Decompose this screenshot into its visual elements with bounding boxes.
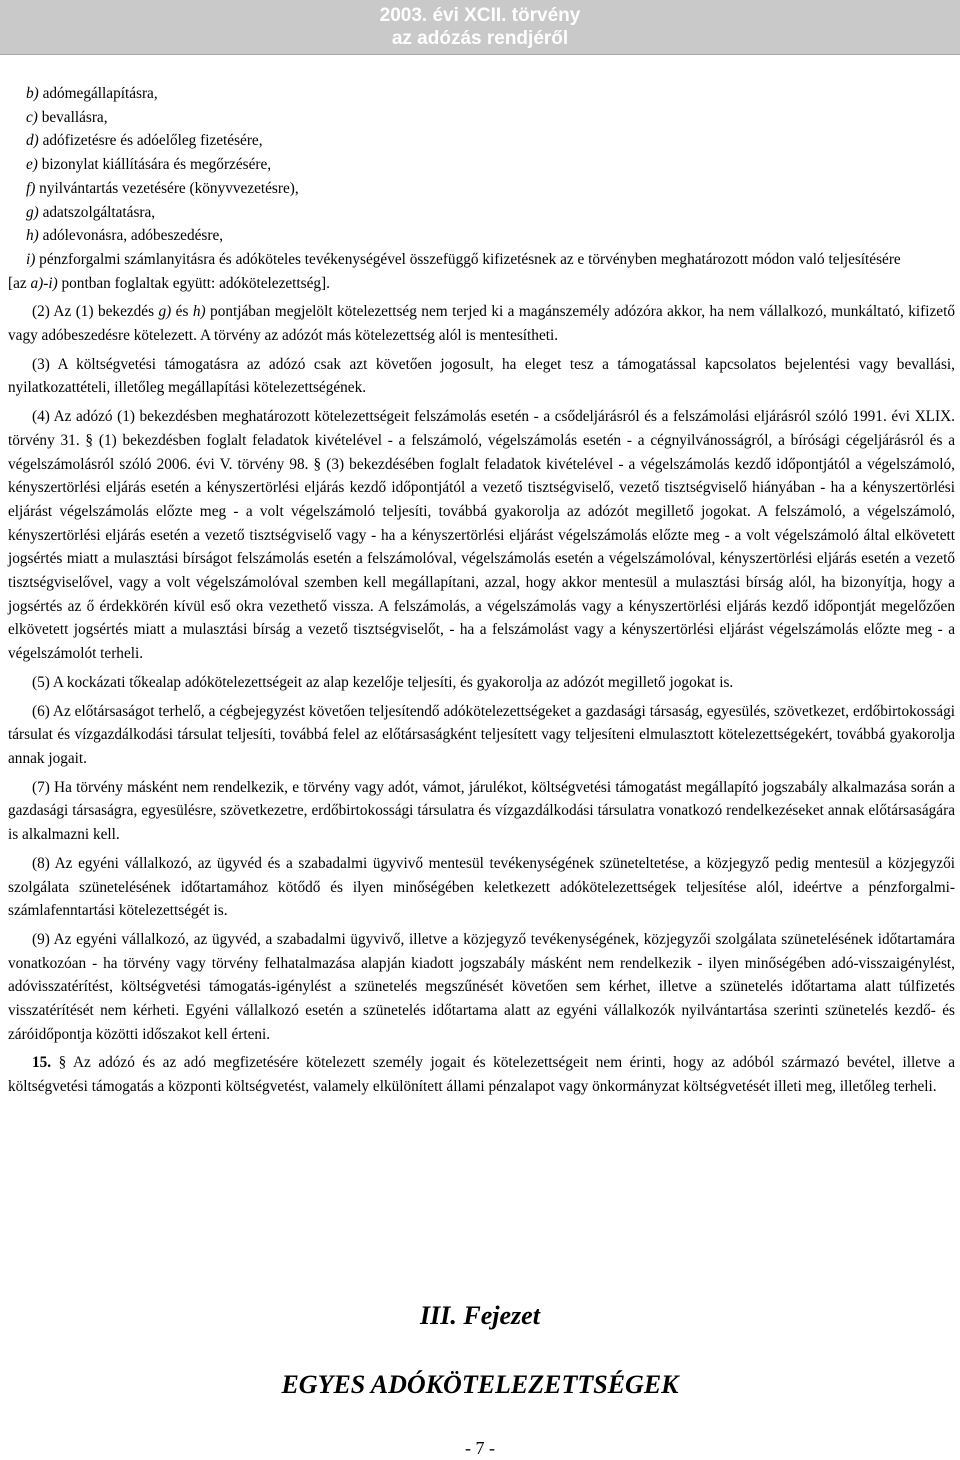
page-header	[0, 0, 960, 55]
list-item	[8, 82, 955, 106]
law-subtitle: az adózás rendjéről	[391, 28, 569, 49]
list-item	[8, 106, 955, 130]
list-item-label: g)	[26, 203, 39, 221]
list-item-text: adómegállapításra,	[38, 85, 158, 102]
list-item-label: d)	[26, 132, 39, 150]
list-closing: [az a)-i) pontban foglaltak együtt: adókötelezettség].	[8, 274, 330, 292]
paragraph-5: (5) A kockázati tőkealap adókötelezettségeit az alap kezelője teljesíti, és gyakorolja az adózót megillető jogokat is.	[32, 673, 734, 691]
list-item-text: adólevonásra, adóbeszedésre,	[38, 227, 224, 245]
list-item	[8, 177, 955, 201]
paragraph-6: (6) Az előtársaságot terhelő, a cégbejegyzést követően teljesítendő adókötelezettségeket a gazdasági társaság, egyesülés, szövetkezet, erdőbirtokossági társulat és vízgazdálkodási társulat teljesíti, továbbá felel az előtársaságként teljesített vagy teljesíteni elmulasztott kötelezettségekért, továbbá gyakorolja annak jogait.	[8, 702, 955, 767]
paragraph-2: (2) Az (1) bekezdés g) és h) pontjában megjelölt kötelezettség nem terjed ki a magánszemély adózóra akkor, ha nem vállalkozó, munkáltató, kifizető vagy adóbeszedésre kötelezett. A törvény az adózót más kötelezettség alól is mentesítheti.	[8, 303, 955, 345]
list-item	[8, 153, 955, 177]
section-15	[8, 1051, 955, 1098]
list-item	[8, 248, 955, 272]
section-text: § Az adózó és az adó megfizetésére kötelezett személy jogait és kötelezettségeit nem érinti, hogy az adóból származó bevétel, illetve a költségvetési támogatás a központi költségvetést, valamely elkülönített állami pénzalapot vagy önkormányzat költségvetését illeti meg, illetőleg terheli.	[8, 1054, 955, 1096]
list-item-label: c)	[26, 108, 38, 126]
law-title: 2003. évi XCII. törvény	[379, 5, 581, 26]
list-item	[8, 201, 955, 225]
list-range-ref: a)-i)	[30, 274, 58, 292]
list-item-text: nyilvántartás vezetésére (könyvvezetésre),	[35, 179, 299, 197]
list-item-label: e)	[26, 156, 38, 174]
list-item-label: i)	[26, 250, 36, 268]
paragraph-8: (8) Az egyéni vállalkozó, az ügyvéd és a szabadalmi ügyvivő mentesül tevékenységének szüneteltetése, a közjegyző pedig mentesül a közjegyzői szolgálata szünetelésének időtartamához kötődő és ilyen minőségében keletkezett adókötelezettségek teljesítése alól, ideértve a pénzforgalmi-számlafenntartási kötelezettségét is.	[8, 854, 955, 920]
chapter-number: III. Fejezet	[420, 1301, 540, 1330]
paragraph-3: (3) A költségvetési támogatásra az adózó csak azt követően jogosult, ha eleget tesz a támogatással kapcsolatos bejelentési vagy bevallási, nyilatkozattételi, illetőleg megállapítási kötelezettségének.	[8, 355, 955, 397]
page-number: - 7 -	[465, 1438, 495, 1458]
list-item-text: bizonylat kiállítására és megőrzésére,	[37, 156, 272, 174]
chapter-title: EGYES ADÓKÖTELEZETTSÉGEK	[281, 1370, 679, 1399]
page-body	[8, 82, 955, 1099]
list-item-text: adatszolgáltatásra,	[38, 203, 156, 221]
list-item	[8, 224, 955, 248]
list-item	[8, 129, 955, 153]
section-number: 15.	[32, 1054, 52, 1072]
list-item-text: pénzforgalmi számlanyitásra és adóköteles tevékenységével összefüggő kifizetésnek az e törvényben meghatározott módon való teljesítésére	[35, 250, 901, 268]
paragraph-9: (9) Az egyéni vállalkozó, az ügyvéd, a szabadalmi ügyvivő, illetve a közjegyző tevékenységének, közjegyzői szolgálata szünetelésének időtartamára vonatkozóan - ha törvény vagy törvény felhatalmazása alapján kiadott jogszabály másként nem rendelkezik - ilyen minőségében adó-visszaigénylést, adóvisszatérítést, költségvetési támogatás-igénylést a szünetelés megszűnését követően sem kérhet, illetve a szünetelés időtartama alatt túlfizetés visszatérítését nem kérheti. Egyéni vállalkozó esetén a szünetelés időtartama alatt az egyéni vállalkozók nyilvántartása szerinti szünetelés kezdő- és záróidőpontja közötti időszakot kell érteni.	[8, 930, 955, 1043]
list-item-label: b)	[26, 85, 39, 102]
list-item-label: f)	[26, 179, 36, 197]
paragraph-7: (7) Ha törvény másként nem rendelkezik, e törvény vagy adót, vámot, járulékot, költségvetési támogatást megállapító jogszabály alkalmazása során a gazdasági társaságra, egyesülésre, szövetkezetre, erdőbirtokossági társulatra és vízgazdálkodási társulatra vonatkozó rendelkezéseket annak előtársaságára is alkalmazni kell.	[8, 778, 955, 844]
paragraph-4: (4) Az adózó (1) bekezdésben meghatározott kötelezettségeit felszámolás esetén - a csődeljárásról és a felszámolási eljárásról szóló 1991. évi XLIX. törvény 31. § (1) bekezdésben foglalt feladatok kivételével - a felszámoló, végelszámolás esetén - a cégnyilvánosságról, a bírósági cégeljárásról és a végelszámolásról szóló 2006. évi V. törvény 98. § (3) bekezdésében foglalt feladatok kivételével - a végelszámolás kezdő időpontjától a végelszámoló, kényszertörlési eljárás esetén a kényszertörlési eljárás kezdő időpontjától a vezető tisztségviselő, vezető tisztségviselő hiányában - ha a kényszertörlési eljárást végelszámolás előzte meg - a volt végelszámoló teljesíti, továbbá gyakorolja az adózót megillető jogokat. A felszámoló, a végelszámoló, kényszertörlési eljárás esetén a vezető tisztségviselő vagy - ha a kényszertörlési eljárást végelszámolás előzte meg - a volt végelszámoló által elkövetett jogsértés miatt a mulasztási bírságot felszámolás esetén a felszámolóval, végelszámolás esetén a végelszámolóval, kényszertörlési eljárás esetén a vezető tisztségviselővel, vagy a volt végelszámolóval szemben kell megállapítani, azzal, hogy akkor mentesül a mulasztási bírság alól, ha bizonyítja, hogy a jogsértés az ő érdekkörén kívül eső okra vezethető vissza. A felszámolás, a végelszámolás vagy a kényszertörlési eljárás kezdő időpontját megelőzően elkövetett jogsértés miatt a mulasztási bírság a vezető tisztségviselőt, - ha a felszámolást vagy a kényszertörlési eljárást végelszámolás előzte meg - a végelszámolót terheli.	[8, 408, 955, 663]
document-title	[335, 4, 625, 50]
list-item-text: adófizetésre és adóelőleg fizetésére,	[38, 132, 263, 150]
list-item-label: h)	[26, 227, 39, 245]
list-item-text: bevallásra,	[37, 108, 108, 126]
